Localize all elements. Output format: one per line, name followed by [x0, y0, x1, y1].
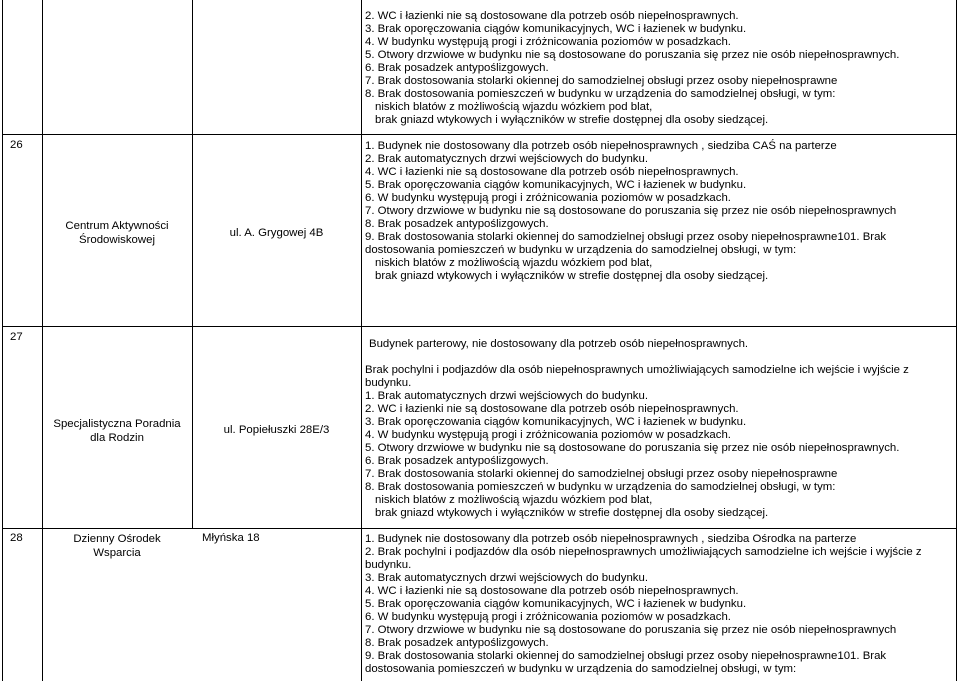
list-item: 7. Brak dostosowania stolarki okiennej do samodzielnej obsługi przez osoby niepełnosprawne [365, 75, 838, 87]
list-item: 1. Budynek nie dostosowany dla potrzeb osób niepełnosprawnych , siedziba Ośrodka na parterze [365, 533, 857, 545]
list-item: brak gniazd wtykowych i wyłączników w strefie dostępnej dla osoby siedzącej. [375, 114, 769, 126]
list-item: 5. Otwory drzwiowe w budynku nie są dostosowane do poruszania się przez nie osób niepełnosprawnych. [365, 49, 900, 61]
list-item: 3. Brak oporęczowania ciągów komunikacyjnych, WC i łazienek w budynku. [365, 416, 747, 428]
row-number: 26 [10, 139, 23, 151]
row-separator-1 [2, 134, 957, 135]
list-item: 4. W budynku występują progi i zróżnicowania poziomów w posadzkach. [365, 36, 731, 48]
list-item: 2. Brak automatycznych drzwi wejściowych do budynku. [365, 153, 648, 165]
list-item: dostosowania pomieszczeń w budynku w urządzenia do samodzielnej obsługi, w tym: [365, 244, 797, 256]
institution-name-line: Specjalistyczna Poradnia [53, 418, 181, 430]
list-item: brak gniazd wtykowych i wyłączników w strefie dostępnej dla osoby siedzącej. [375, 507, 769, 519]
list-item: 6. W budynku występują progi i zróżnicowania poziomów w posadzkach. [365, 192, 731, 204]
list-item: 3. Brak oporęczowania ciągów komunikacyjnych, WC i łazienek w budynku. [365, 23, 747, 35]
list-item: 1. Budynek nie dostosowany dla potrzeb osób niepełnosprawnych , siedziba CAŚ na parterze [365, 140, 837, 152]
list-item: brak gniazd wtykowych i wyłączników w strefie dostępnej dla osoby siedzącej. [375, 270, 769, 282]
list-item: 6. Brak posadzek antypoślizgowych. [365, 62, 549, 74]
list-item: budynku. [365, 559, 412, 571]
institution-name-line: Centrum Aktywności [65, 220, 169, 232]
row-number: 28 [10, 532, 23, 544]
list-item: 7. Otwory drzwiowe w budynku nie są dostosowane do poruszania się przez nie osób niepełnosprawnych [365, 624, 897, 636]
institution-name-line: Środowiskowej [79, 234, 155, 246]
list-item: 6. W budynku występują progi i zróżnicowania poziomów w posadzkach. [365, 611, 731, 623]
column-divider-2 [192, 0, 193, 528]
list-item: 3. Brak automatycznych drzwi wejściowych do budynku. [365, 572, 648, 584]
address: ul. Popiełuszki 28E/3 [223, 424, 330, 436]
list-item: 9. Brak dostosowania stolarki okiennej do samodzielnej obsługi przez osoby niepełnosprawne101. Brak [365, 650, 887, 662]
list-item: 5. Brak oporęczowania ciągów komunikacyjnych, WC i łazienek w budynku. [365, 598, 747, 610]
list-item: niskich blatów z możliwością wjazdu wózkiem pod blat, [375, 101, 653, 113]
institution-name-line: dla Rodzin [90, 432, 144, 444]
list-item: dostosowania pomieszczeń w budynku w urządzenia do samodzielnej obsługi, w tym: [365, 663, 797, 675]
column-divider-1 [42, 0, 43, 681]
row-separator-2 [2, 326, 957, 327]
institution-name [42, 417, 192, 445]
list-item: 7. Brak dostosowania stolarki okiennej do samodzielnej obsługi przez osoby niepełnosprawne [365, 468, 838, 480]
list-item: 8. Brak dostosowania pomieszczeń w budynku w urządzenia do samodzielnej obsługi, w tym: [365, 481, 836, 493]
list-item: 1. Brak automatycznych drzwi wejściowych do budynku. [365, 390, 648, 402]
list-item: 4. WC i łazienki nie są dostosowane dla potrzeb osób niepełnosprawnych. [365, 585, 739, 597]
institution-name-line: Wsparcia [93, 547, 141, 559]
list-item: 4. WC i łazienki nie są dostosowane dla potrzeb osób niepełnosprawnych. [365, 166, 739, 178]
list-item: Brak pochylni i podjazdów dla osób niepełnosprawnych umożliwiających samodzielne ich wejście i wyjście z [365, 364, 909, 376]
row-separator-3 [2, 528, 957, 529]
table-border-left [2, 0, 3, 681]
list-item: 2. WC i łazienki nie są dostosowane dla potrzeb osób niepełnosprawnych. [365, 403, 739, 415]
list-item: niskich blatów z możliwością wjazdu wózkiem pod blat, [375, 494, 653, 506]
institution-name [42, 532, 192, 560]
list-item: Budynek parterowy, nie dostosowany dla potrzeb osób niepełnosprawnych. [369, 338, 749, 350]
list-item: 5. Brak oporęczowania ciągów komunikacyjnych, WC i łazienek w budynku. [365, 179, 747, 191]
list-item: 4. W budynku występują progi i zróżnicowania poziomów w posadzkach. [365, 429, 731, 441]
list-item: 8. Brak posadzek antypoślizgowych. [365, 637, 549, 649]
list-item: 5. Otwory drzwiowe w budynku nie są dostosowane do poruszania się przez nie osób niepełnosprawnych. [365, 442, 900, 454]
column-divider-3 [361, 0, 362, 681]
list-item: 8. Brak posadzek antypoślizgowych. [365, 218, 549, 230]
list-item: 7. Otwory drzwiowe w budynku nie są dostosowane do poruszania się przez nie osób niepełnosprawnych [365, 205, 897, 217]
list-item: 2. WC i łazienki nie są dostosowane dla potrzeb osób niepełnosprawnych. [365, 10, 739, 22]
row-number: 27 [10, 331, 23, 343]
list-item: 2. Brak pochylni i podjazdów dla osób niepełnosprawnych umożliwiających samodzielne ich wejście i wyjście z [365, 546, 922, 558]
list-item: budynku. [365, 377, 412, 389]
address: Młyńska 18 [202, 532, 260, 544]
institution-name [42, 219, 192, 247]
institution-name-line: Dzienny Ośrodek [73, 533, 161, 545]
list-item: 9. Brak dostosowania stolarki okiennej do samodzielnej obsługi przez osoby niepełnosprawne101. Brak [365, 231, 887, 243]
address: ul. A. Grygowej 4B [229, 227, 324, 239]
list-item: 8. Brak dostosowania pomieszczeń w budynku w urządzenia do samodzielnej obsługi, w tym: [365, 88, 836, 100]
list-item: 6. Brak posadzek antypoślizgowych. [365, 455, 549, 467]
list-item: niskich blatów z możliwością wjazdu wózkiem pod blat, [375, 257, 653, 269]
table-border-right [956, 0, 957, 681]
